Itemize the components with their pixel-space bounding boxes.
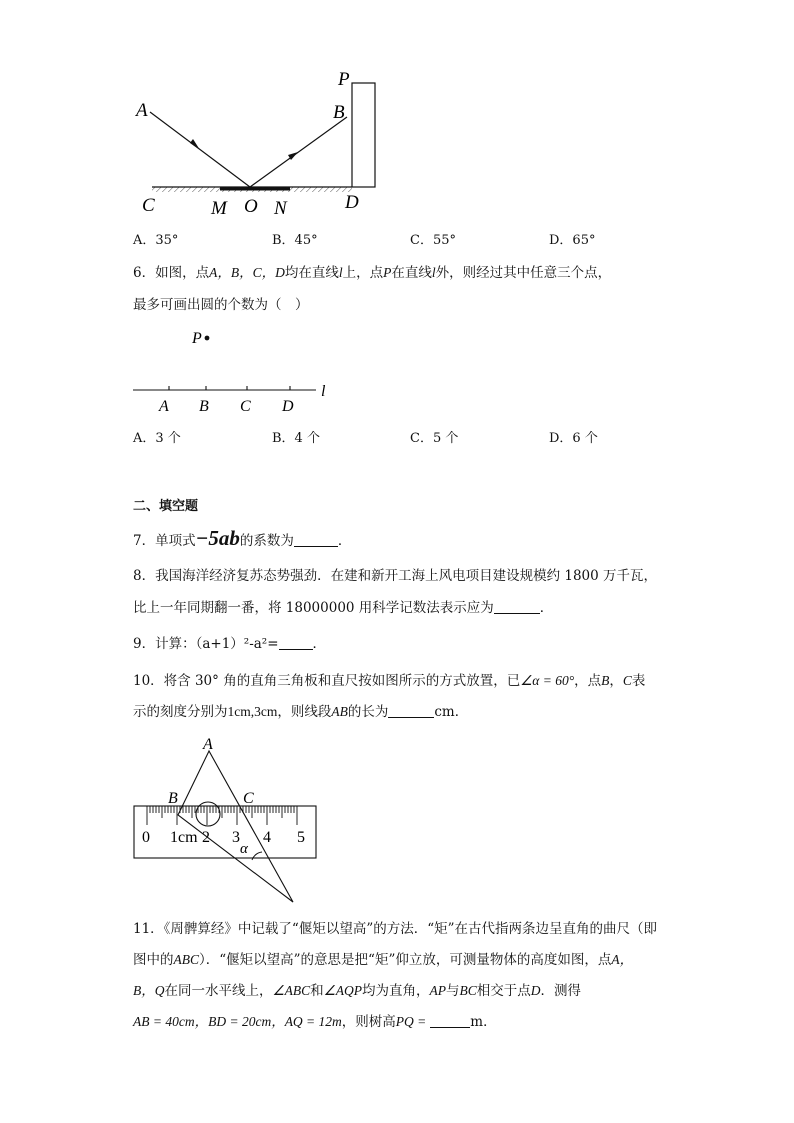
ruler-ticks xyxy=(147,806,297,825)
q10-l1f: C xyxy=(622,673,632,688)
label-l: l xyxy=(321,383,326,400)
q6-option-b: B．4 个 xyxy=(272,431,320,446)
label-B: B xyxy=(168,790,178,807)
q10-line1 xyxy=(133,671,645,691)
ruler-num-3: 3 xyxy=(232,829,240,846)
q10-l1d: B xyxy=(601,673,610,688)
q11-l2b: ABC xyxy=(173,952,199,967)
ruler-num-4: 4 xyxy=(263,829,271,846)
q9 xyxy=(133,634,326,654)
q11-l3e: 和 xyxy=(310,983,324,999)
q11-l3a: B， xyxy=(133,983,155,998)
q5-option-d: D．65° xyxy=(549,233,596,248)
q11-line4 xyxy=(133,1012,497,1032)
wall-pd xyxy=(352,83,375,187)
q6-option-c: C．5 个 xyxy=(410,431,459,446)
q7-suffix: 的系数为 xyxy=(239,533,294,549)
label-O: O xyxy=(244,196,258,217)
label-B: B xyxy=(199,398,209,415)
q10-line2 xyxy=(133,702,468,722)
label-D: D xyxy=(282,398,294,415)
q11-l3l: D xyxy=(530,983,541,998)
label-A: A xyxy=(159,398,169,415)
q11-l3j: BC xyxy=(459,983,477,998)
q6-l1h: 上，点 xyxy=(342,265,384,281)
q7-end: ． xyxy=(337,533,352,549)
q9-text: 9．计算：（a+1）²-a²= xyxy=(133,636,279,652)
q11-l3g: 均为直角， xyxy=(361,983,430,999)
ruler-num-0: 0 xyxy=(142,829,150,846)
q11-l3b: Q xyxy=(154,983,165,998)
label-P: P xyxy=(338,69,350,90)
q10-l1e: ， xyxy=(609,673,623,689)
q6-l1b: A， xyxy=(209,265,231,280)
set-square-triangle xyxy=(178,751,293,902)
label-C: C xyxy=(142,195,155,216)
q11-l4a: AB = 40cm，BD = 20cm，AQ = 12m xyxy=(133,1014,342,1029)
q5-option-c: C．55° xyxy=(410,233,456,248)
q6-option-d: D．6 个 xyxy=(549,431,598,446)
q11-l2d: A， xyxy=(611,952,634,967)
q8-l2: 比上一年同期翻一番，将 18000000 用科学记数法表示应为 xyxy=(133,600,494,616)
q8-end: ． xyxy=(539,600,554,616)
q10-l2c: ，则线段 xyxy=(277,704,332,720)
point-P xyxy=(205,336,210,341)
incident-arrow xyxy=(190,139,200,150)
q5-option-a: A．35° xyxy=(133,233,179,248)
label-C: C xyxy=(240,398,251,415)
q6-line2: 最多可画出圆的个数为（ ） xyxy=(133,297,309,313)
ruler-num-5: 5 xyxy=(297,829,305,846)
incident-ray xyxy=(150,112,250,187)
q11-l3m: ．测得 xyxy=(540,983,581,999)
q11-line1: 11．《周髀算经》中记载了“偃矩以望高”的方法．“矩”在古代指两条边呈直角的曲尺（即 xyxy=(133,921,658,937)
label-D: D xyxy=(345,192,359,213)
q11-l4b: ，则树高 xyxy=(341,1014,396,1030)
q11-l3i: 与 xyxy=(445,983,460,999)
q7-prefix: 7．单项式 xyxy=(133,533,196,549)
q10-answer-blank[interactable] xyxy=(388,703,434,718)
label-M: M xyxy=(211,198,227,219)
label-P: P xyxy=(192,330,202,347)
q5-option-b: B．45° xyxy=(272,233,318,248)
q7 xyxy=(133,528,351,551)
q6-l1l: 外，则经过其中任意三个点， xyxy=(435,265,612,281)
q11-line3 xyxy=(133,981,581,1001)
q7-answer-blank[interactable] xyxy=(294,532,338,547)
q8-line1: 8．我国海洋经济复苏态势强劲．在建和新开工海上风电项目建设规模约 1800 万千瓦， xyxy=(133,568,658,584)
q11-l3k: 相交于点 xyxy=(476,983,531,999)
q6-line-figure xyxy=(125,322,340,417)
q7-expr: −5ab xyxy=(195,526,240,550)
q6-l1j: 在直线 xyxy=(391,265,432,281)
q11-l3h: AP xyxy=(429,983,446,998)
q6-line1 xyxy=(133,263,611,283)
q6-l1d: C， xyxy=(252,265,276,280)
q6-l1c: B， xyxy=(230,265,253,280)
q10-l2b: 1cm,3cm xyxy=(227,704,278,719)
q10-l2f: cm． xyxy=(434,704,469,720)
q10-l1b: ∠α = 60° xyxy=(520,673,575,688)
label-N: N xyxy=(274,198,287,219)
q6-l1k: l xyxy=(431,265,436,280)
q10-l2e: 的长为 xyxy=(347,704,389,720)
label-A: A xyxy=(203,736,213,753)
q11-l4d: m． xyxy=(470,1014,497,1030)
q9-end: ． xyxy=(312,636,327,652)
q6-l1a: 6．如图，点 xyxy=(133,265,210,281)
section-heading: 二、填空题 xyxy=(133,499,199,514)
ruler-num-1: 1cm xyxy=(170,829,198,846)
q10-l2d: AB xyxy=(331,704,348,719)
q8-line2 xyxy=(133,598,553,618)
q10-l1a: 10．将含 30° 角的直角三角板和直尺按如图所示的方式放置，已 xyxy=(133,673,521,689)
q8-answer-blank[interactable] xyxy=(494,599,540,614)
q10-ruler-triangle-figure xyxy=(125,730,330,910)
ruler-num-2: 2 xyxy=(202,829,210,846)
q9-answer-blank[interactable] xyxy=(279,635,313,650)
q11-l4c: PQ = xyxy=(395,1014,427,1029)
q6-l1g: l xyxy=(338,265,343,280)
q10-l2a: 示的刻度分别为 xyxy=(133,704,228,720)
q11-l3d: ∠ABC xyxy=(272,983,311,998)
q11-line2 xyxy=(133,950,633,970)
q6-l1i: P xyxy=(383,265,392,280)
q10-l1c: ，点 xyxy=(574,673,602,689)
label-A: A xyxy=(136,100,148,121)
reflected-ray xyxy=(250,117,347,187)
q11-answer-blank[interactable] xyxy=(430,1013,470,1028)
q11-l2a: 图中的 xyxy=(133,952,174,968)
q11-l2c: ）．“偃矩以望高”的意思是把“矩”仰立放，可测量物体的高度如图，点 xyxy=(199,952,612,968)
q6-option-a: A．3 个 xyxy=(133,431,181,446)
label-C: C xyxy=(243,790,254,807)
q6-l1e: D xyxy=(275,265,285,280)
q10-l1g: 表 xyxy=(631,673,646,689)
q5-reflection-figure xyxy=(125,62,385,222)
q11-l3c: 在同一水平线上， xyxy=(164,983,273,999)
alpha-arc xyxy=(252,852,262,860)
label-B: B xyxy=(333,102,345,123)
q6-l1f: 均在直线 xyxy=(284,265,339,281)
label-alpha: α xyxy=(240,841,248,857)
q11-l3f: ∠AQP xyxy=(323,983,362,998)
